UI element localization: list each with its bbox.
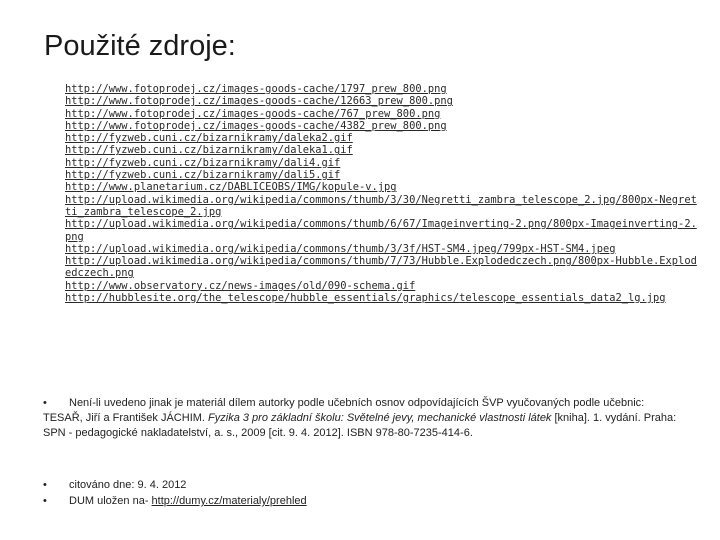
dum-link[interactable]: http://dumy.cz/materialy/prehled [151,495,307,507]
citation [43,411,683,441]
source-link[interactable]: http://fyzweb.cuni.cz/bizarnikramy/dali5.gif [65,169,341,182]
source-link[interactable]: http://upload.wikimedia.org/wikipedia/commons/thumb/3/3f/HST-SM4.jpeg/799px-HST-SM4.jpeg [65,242,616,255]
source-link-item [40,95,700,107]
source-link[interactable]: http://upload.wikimedia.org/wikipedia/commons/thumb/7/73/Hubble.Explodedczech.png/800px-Hubble.Explodedczech.png [65,255,697,280]
page-title: Použité zdroje: [44,30,236,62]
cited-date-item [43,477,683,493]
source-link-item [40,120,700,132]
source-link-item [40,181,700,193]
footer-section [43,477,683,509]
source-link-item [40,194,700,219]
notes-section [43,396,683,441]
source-link[interactable]: http://fyzweb.cuni.cz/bizarnikramy/daleka2.gif [65,132,353,145]
note-text: Není-li uvedeno jinak je materiál dílem autorky podle učebních osnov odpovídajících ŠVP vyučovaných podle učebnic: [69,397,645,409]
cited-date-text: citováno dne: 9. 4. 2012 [69,479,187,491]
source-link-item [40,83,700,95]
source-link-item [40,255,700,280]
source-link[interactable]: http://www.observatory.cz/news-images/old/090-schema.gif [65,279,416,292]
note-item [43,396,683,411]
citation-title: Fyzika 3 pro základní školu: Světelné jevy, mechanické vlastnosti látek [208,412,552,424]
source-link-item [40,157,700,169]
source-link-item [40,243,700,255]
source-link[interactable]: http://www.fotoprodej.cz/images-goods-cache/12663_prew_800.png [65,95,453,108]
source-link[interactable]: http://www.fotoprodej.cz/images-goods-cache/767_prew_800.png [65,107,441,120]
bullet-icon: • [43,495,47,507]
source-link[interactable]: http://fyzweb.cuni.cz/bizarnikramy/dali4.gif [65,156,341,169]
bullet-icon: • [43,397,47,409]
source-link[interactable]: http://upload.wikimedia.org/wikipedia/commons/thumb/6/67/Imageinverting-2.png/800px-Imageinverting-2.png [65,218,697,243]
source-link-item [40,132,700,144]
citation-authors: TESAŘ, Jiří a František JÁCHIM. [43,412,209,424]
dum-location-item [43,493,683,509]
source-links-list [40,83,700,304]
source-link[interactable]: http://www.planetarium.cz/DABLICEOBS/IMG/kopule-v.jpg [65,181,397,194]
bullet-icon: • [43,479,47,491]
source-link-item [40,144,700,156]
dum-prefix-text: DUM uložen na- [69,495,152,507]
source-link-item [40,108,700,120]
source-link[interactable]: http://fyzweb.cuni.cz/bizarnikramy/daleka1.gif [65,144,353,157]
source-link-item [40,292,700,304]
source-link[interactable]: http://www.fotoprodej.cz/images-goods-cache/1797_prew_800.png [65,83,447,95]
source-link[interactable]: http://hubblesite.org/the_telescope/hubble_essentials/graphics/telescope_essentials_data2_lg.jpg [65,292,666,305]
source-link-item [40,169,700,181]
source-link[interactable]: http://www.fotoprodej.cz/images-goods-cache/4382_prew_800.png [65,119,447,132]
source-link-item [40,218,700,243]
citation-details: [kniha]. 1. vydání. Praha: SPN - pedagogické nakladatelství, a. s., 2009 [cit. 9. 4. 2012]. ISBN 978-80-7235-414-6. [43,412,677,439]
source-link[interactable]: http://upload.wikimedia.org/wikipedia/commons/thumb/3/30/Negretti_zambra_telescope_2.jpg/800px-Negretti_zambra_telescope_2.jpg [65,193,697,218]
source-link-item [40,280,700,292]
